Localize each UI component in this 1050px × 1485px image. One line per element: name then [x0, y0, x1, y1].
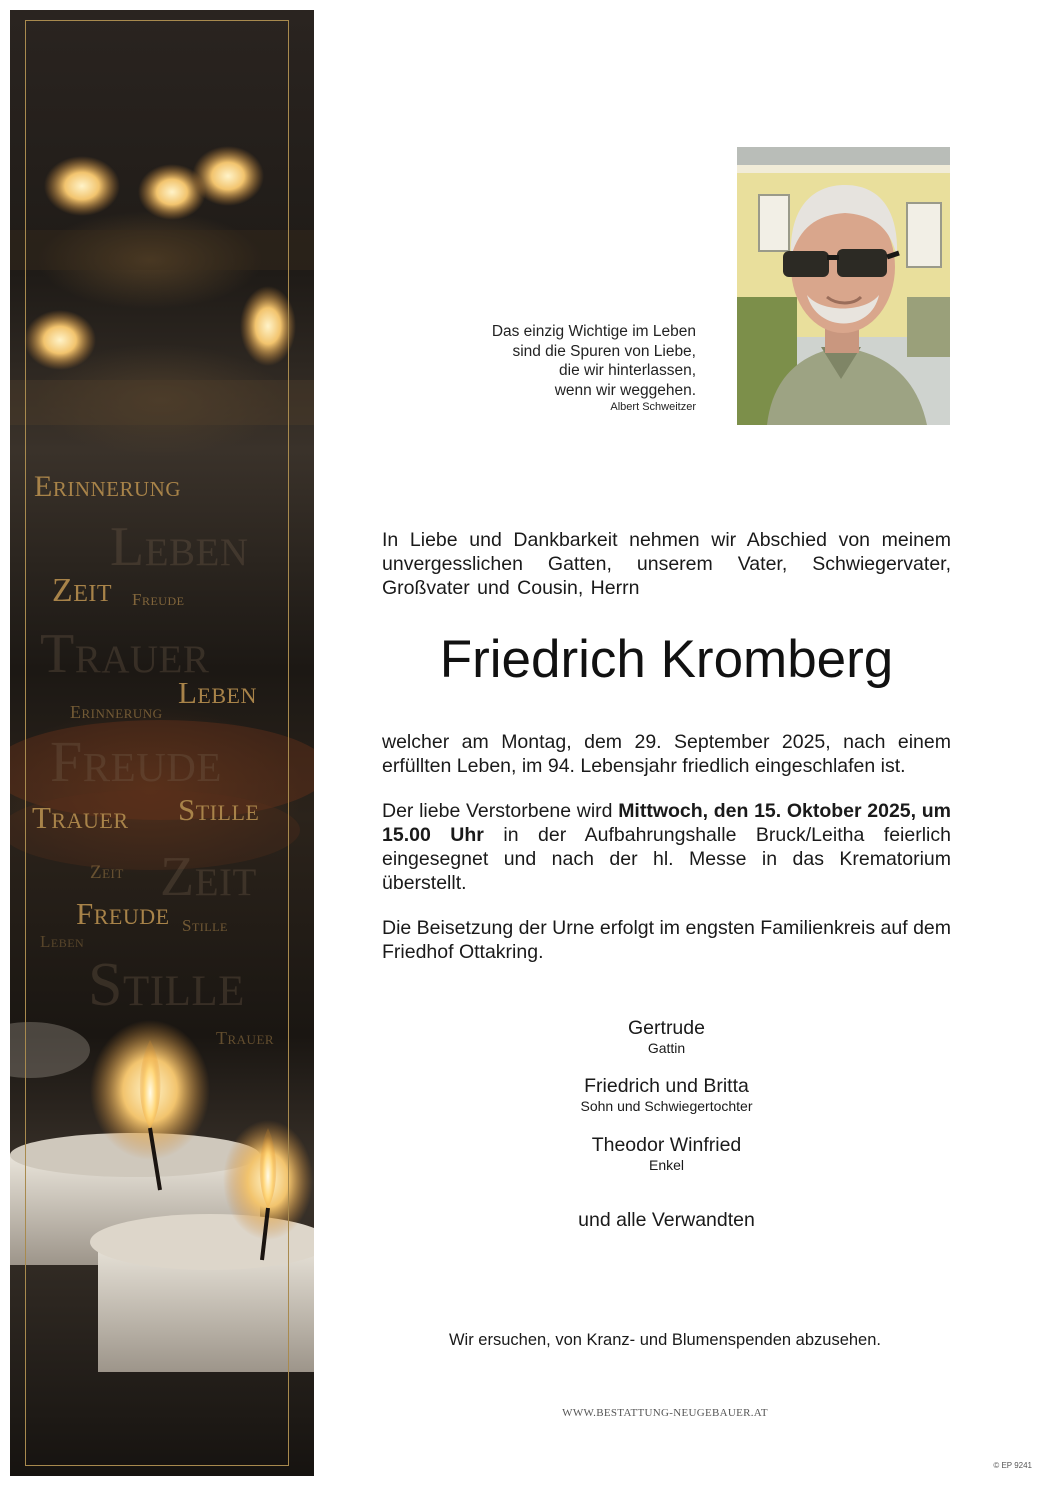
banner-word: Zeit	[160, 846, 257, 908]
death-notice: welcher am Montag, dem 29. September 2025, nach einem erfüllten Leben, im 94. Lebensjahr friedlich eingeschlafen ist.	[382, 731, 951, 777]
quote-line: sind die Spuren von Liebe,	[512, 342, 696, 360]
ceremony-date: Mittwoch, den 15. Oktober 2025,	[618, 800, 917, 822]
banner-word: Stille	[178, 792, 260, 827]
banner-word: Stille	[88, 951, 245, 1019]
mourner-relation: Enkel	[648, 1157, 685, 1173]
mourner-entry	[382, 1134, 951, 1174]
banner-word: Trauer	[216, 1028, 275, 1048]
ceremony-time: um 15.00 Uhr	[382, 800, 951, 846]
donation-note: Wir ersuchen, von Kranz- und Blumenspenden abzusehen.	[448, 1331, 881, 1349]
relatives-line: und alle Verwandten	[578, 1209, 755, 1231]
mourner-name: Gertrude	[628, 1017, 705, 1039]
quote-line: die wir hinterlassen,	[559, 362, 696, 379]
quote-line: Das einzig Wichtige im Leben	[491, 323, 696, 340]
funeral-home-website: WWW.BESTATTUNG-NEUGEBAUER.AT	[562, 1407, 768, 1419]
banner-word: Stille	[182, 916, 228, 935]
quote-author: Albert Schweitzer	[610, 401, 696, 413]
banner-word: Zeit	[52, 572, 113, 609]
ceremony-suffix: in der Aufbahrungshalle Bruck/Leitha feierlich eingesegnet und nach der hl. Messe in das Krematorium überstellt.	[382, 824, 951, 894]
banner-word: Freude	[76, 896, 170, 931]
mourner-entry	[382, 1075, 951, 1115]
banner-word: Leben	[110, 516, 249, 578]
banner-word: Erinnerung	[34, 470, 181, 503]
banner-word: Freude	[50, 729, 222, 794]
decorative-candle-banner	[10, 10, 314, 1476]
ceremony-prefix: Der liebe Verstorbene wird	[382, 800, 619, 822]
banner-word: Erinnerung	[70, 702, 163, 722]
memorial-quote	[440, 322, 696, 414]
mourner-name: Friedrich und Britta	[584, 1075, 749, 1097]
portrait-photo	[737, 147, 950, 425]
intro-text: In Liebe und Dankbarkeit nehmen wir Abschied von meinem unvergesslichen Gatten, unserem Vater, Schwiegervater, Großvater und Cousin, Herrn	[382, 529, 951, 599]
deceased-name: Friedrich Kromberg	[439, 630, 894, 689]
ceremony-notice	[382, 799, 951, 895]
burial-notice: Die Beisetzung der Urne erfolgt im engsten Familienkreis auf dem Friedhof Ottakring.	[382, 917, 952, 963]
quote-line: wenn wir weggehen.	[554, 381, 696, 399]
portrait-image	[737, 147, 950, 425]
banner-word: Freude	[132, 590, 185, 609]
banner-word: Trauer	[32, 800, 129, 835]
mourner-entry	[382, 1017, 951, 1057]
banner-word: Leben	[178, 675, 257, 710]
mourner-relation: Gattin	[647, 1040, 686, 1056]
print-code: © EP 9241	[993, 1461, 1032, 1470]
mourner-relation: Sohn und Schwiegertochter	[580, 1098, 753, 1114]
banner-word: Leben	[40, 932, 85, 951]
mourner-name: Theodor Winfried	[591, 1134, 742, 1156]
banner-word: Trauer	[40, 623, 210, 685]
banner-word: Zeit	[90, 862, 124, 883]
